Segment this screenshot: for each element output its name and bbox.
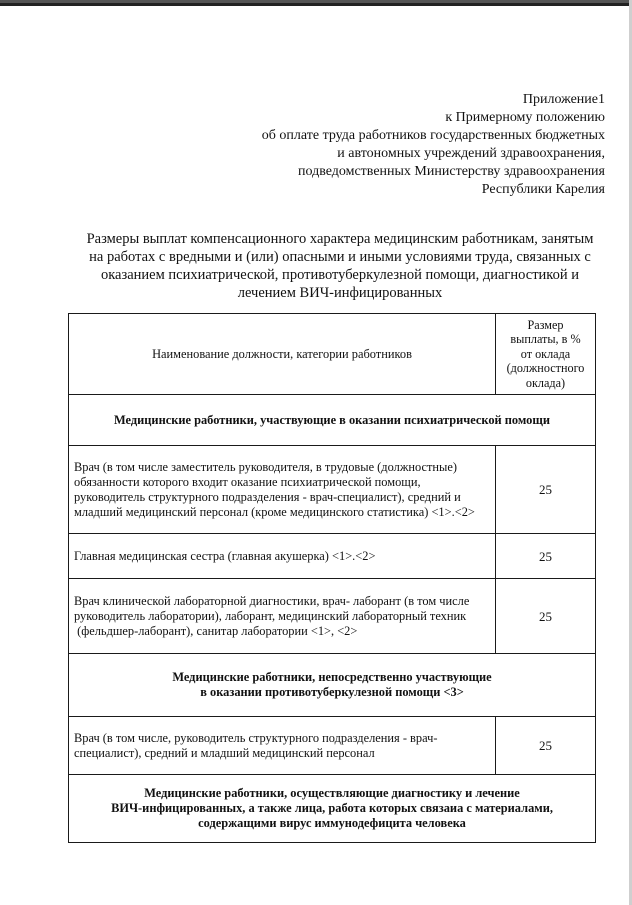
appendix-line: Республики Карелия <box>481 182 605 197</box>
table-row <box>69 446 596 534</box>
position-cell <box>69 717 496 775</box>
header-value-line: оклада) <box>525 375 566 390</box>
payment-value: 25 <box>496 579 596 654</box>
appendix-line: Приложение1 <box>522 92 605 107</box>
section-title <box>69 654 596 717</box>
section-title <box>69 395 596 446</box>
payments-table <box>68 313 596 843</box>
title-line: оказанием психиатрической, противотуберкулезной помощи, диагностикой и <box>100 267 579 283</box>
appendix-line: и автономных учреждений здравоохранения, <box>337 146 605 161</box>
appendix-line: к Примерному положению <box>445 110 605 125</box>
title-line: лечением ВИЧ-инфицированных <box>237 285 443 301</box>
table-header-row <box>69 314 596 395</box>
table-row <box>69 579 596 654</box>
position-line: Главная медицинская сестра (главная акушерка) <1>.<2> <box>74 548 376 563</box>
header-value-line: выплаты, в % <box>510 332 581 347</box>
position-line: руководитель лаборатории), лаборант, медицинский лабораторный техник <box>74 608 467 623</box>
section-title-line: Медицинские работники, непосредственно участвующие <box>172 670 492 684</box>
table-row <box>69 534 596 579</box>
header-value-line: (должностного <box>506 361 585 376</box>
appendix-line: об оплате труда работников государственных бюджетных <box>261 128 605 143</box>
payment-value: 25 <box>496 446 596 534</box>
section-row-tuberculosis <box>69 654 596 717</box>
payment-value: 25 <box>496 534 596 579</box>
position-line: Врач клинической лабораторной диагностики, врач- лаборант (в том числе <box>74 593 470 608</box>
position-cell <box>69 579 496 654</box>
section-title-line: ВИЧ-инфицированных, а также лица, работа которых связаиа с материалами, <box>111 801 553 815</box>
table-row <box>69 717 596 775</box>
payment-value: 25 <box>496 717 596 775</box>
title-line: на работах с вредными и (или) опасными и иными условиями труда, связанных с <box>89 249 591 265</box>
position-line: руководитель структурного подразделения - врач-специалист), средний и <box>74 489 461 504</box>
section-title-line: Медицинские работники, осуществляющие диагностику и лечение <box>144 786 520 800</box>
header-value-line: от оклада <box>520 346 571 361</box>
position-line: специалист), средний и младший медицинский персонал <box>74 745 375 760</box>
position-line: Врач (в том числе, руководитель структурного подразделения - врач- <box>74 730 438 745</box>
appendix-header <box>262 91 605 199</box>
section-title <box>69 775 596 843</box>
section-title-line: Медицинские работники, участвующие в оказании психиатрической помощи <box>114 412 550 427</box>
position-line: (фельдшер-лаборант), санитар лаборатории <1>, <2> <box>74 623 358 638</box>
header-position-name: Наименование должности, категории работников <box>69 314 496 395</box>
section-title-line: содержащими вирус иммунодефицита человека <box>198 816 466 830</box>
position-line: Врач (в том числе заместитель руководителя, в трудовые (должностные) <box>74 459 458 474</box>
position-cell <box>69 534 496 579</box>
title-line: Размеры выплат компенсационного характера медицинским работникам, занятым <box>86 231 594 247</box>
header-value-line: Размер <box>527 317 564 332</box>
position-line: обязанности которого входит оказание психиатрической помощи, <box>74 474 421 489</box>
section-row-psychiatric <box>69 395 596 446</box>
section-row-hiv <box>69 775 596 843</box>
section-title-line: в оказании противотуберкулезной помощи <3> <box>200 685 464 699</box>
scan-top-edge <box>0 0 632 9</box>
position-cell <box>69 446 496 534</box>
header-payment-size <box>496 314 596 395</box>
position-line: младший медицинский персонал (кроме медицинского статистика) <1>.<2> <box>74 504 475 519</box>
appendix-line: подведомственных Министерству здравоохранения <box>297 164 605 179</box>
document-title <box>60 230 620 302</box>
